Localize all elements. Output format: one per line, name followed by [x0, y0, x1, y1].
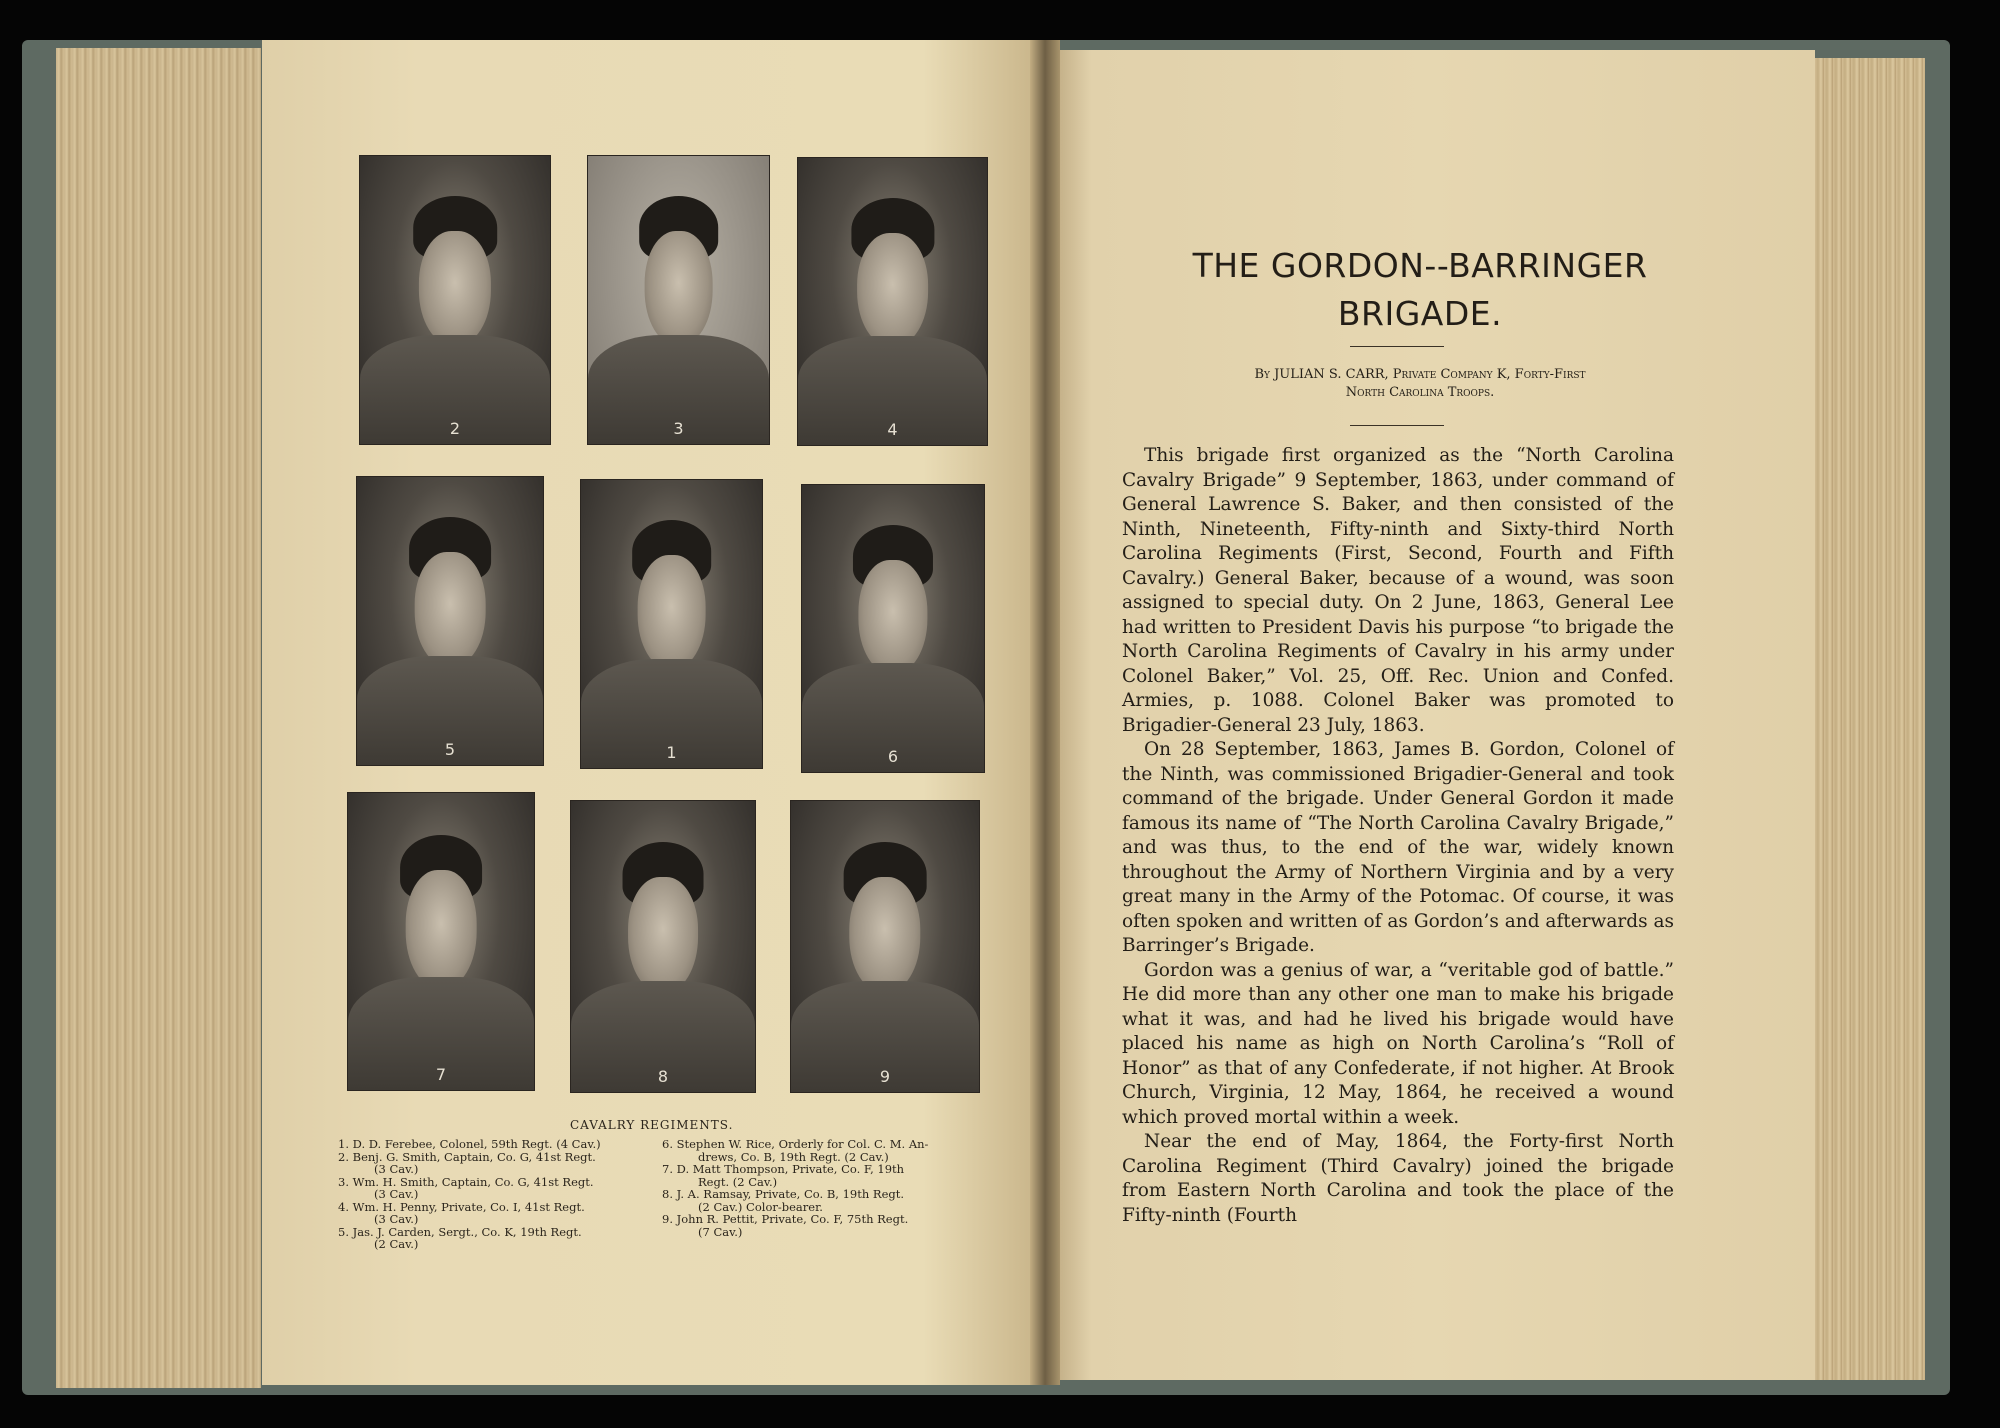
portrait-number: 1	[666, 743, 677, 762]
caption-line: 5. Jas. J. Carden, Sergt., Co. K, 19th Regt.	[338, 1224, 582, 1239]
portrait-face	[637, 555, 706, 670]
caption-line: drews, Co. B, 19th Regt. (2 Cav.)	[698, 1149, 889, 1164]
portrait-9	[790, 800, 980, 1093]
portrait-7	[347, 792, 535, 1091]
left-page-edges	[56, 48, 261, 1388]
caption-line: (7 Cav.)	[698, 1224, 743, 1239]
byline	[1100, 366, 1740, 402]
caption-line: (3 Cav.)	[374, 1187, 419, 1201]
chapter-title-line-2: BRIGADE.	[1337, 294, 1503, 333]
portrait-1	[580, 479, 763, 769]
portrait-number: 4	[887, 420, 898, 439]
caption-line: 9. John R. Pettit, Private, Co. F, 75th Regt.	[662, 1212, 909, 1226]
portrait-number: 7	[435, 1065, 447, 1084]
caption-line: 2. Benj. G. Smith, Captain, Co. G, 41st Regt.	[338, 1149, 596, 1164]
portrait-number: 3	[673, 419, 684, 438]
portrait-5	[356, 476, 544, 766]
captions-left-column	[338, 1138, 638, 1251]
caption-line: 3. Wm. H. Smith, Captain, Co. G, 41st Regt.	[338, 1174, 594, 1189]
caption-line: 6. Stephen W. Rice, Orderly for Col. C. M. An-	[662, 1137, 929, 1151]
portrait-8	[570, 800, 756, 1093]
article-body	[1122, 444, 1674, 1228]
portrait-number: 6	[887, 747, 899, 766]
portrait-2	[359, 155, 551, 445]
portrait-face	[644, 231, 713, 346]
portrait-face	[419, 231, 491, 346]
portrait-number: 8	[657, 1067, 669, 1086]
chapter-title-line-1: THE GORDON--BARRINGER	[1192, 246, 1648, 285]
caption-line: (3 Cav.)	[374, 1212, 419, 1226]
portrait-face	[858, 560, 927, 675]
title-rule	[1350, 346, 1444, 347]
portrait-number: 2	[449, 419, 461, 438]
portrait-face	[406, 870, 477, 989]
paragraph: This brigade first organized as the “North Carolina Cavalry Brigade” 9 September, 1863, under command of General Lawrence S. Baker, and then consisted of the Ninth, Nineteenth, Fifty-ninth and Sixty-third North Carolina Regiments (First, Second, Fourth and Fifth Cavalry.) General Baker, because of a wound, was soon assigned to special duty. On 2 June, 1863, General Lee had written to President Davis his purpose “to brigade the North Carolina Regiments of Cavalry in his army under Colonel Baker,” Vol. 25, Off. Rec. Union and Confed. Armies, p. 1088. Colonel Baker was promoted to Brigadier-General 23 July, 1863.	[1122, 445, 1674, 736]
book-gutter	[1030, 40, 1060, 1385]
caption-line: 8. J. A. Ramsay, Private, Co. B, 19th Regt.	[662, 1187, 905, 1201]
paragraph: Gordon was a genius of war, a “veritable god of battle.” He did more than any other one man to make his brigade what it was, and had he lived his brigade would have placed his name as high on North Carolina’s “Roll of Honor” as that of any Confederate, if not higher. At Brook Church, Virginia, 12 May, 1864, he received a wound which proved mortal within a week.	[1122, 959, 1674, 1128]
byline-line-2: North Carolina Troops.	[1345, 385, 1495, 400]
captions-right-column	[662, 1138, 962, 1238]
caption-line: (2 Cav.) Color-bearer.	[698, 1199, 823, 1214]
caption-line: 4. Wm. H. Penny, Private, Co. I, 41st Regt.	[338, 1199, 585, 1214]
chapter-title	[1110, 242, 1730, 338]
portrait-number: 5	[444, 740, 456, 759]
portrait-4	[797, 157, 988, 446]
paragraph: Near the end of May, 1864, the Forty-first North Carolina Regiment (Third Cavalry) joined the brigade from Eastern North Carolina and took the place of the Fifty-ninth (Fourth	[1122, 1131, 1674, 1226]
portrait-3	[587, 155, 770, 445]
portrait-6	[801, 484, 985, 773]
caption-line: Regt. (2 Cav.)	[698, 1174, 778, 1189]
byline-line-1: By JULIAN S. CARR, Private Company K, Forty-First	[1254, 367, 1586, 382]
caption-line: 1. D. D. Ferebee, Colonel, 59th Regt. (4 Cav.)	[338, 1137, 601, 1151]
caption-line: (3 Cav.)	[374, 1162, 419, 1176]
portrait-face	[628, 877, 698, 993]
paragraph: On 28 September, 1863, James B. Gordon, Colonel of the Ninth, was commissioned Brigadier-General and took command of the brigade. Under General Gordon it made famous its name of “The North Carolina Cavalry Brigade,” and was thus, to the end of the war, widely known throughout the Army of Northern Virginia and by a very great many in the Army of the Potomac. Of course, it was often spoken and written of as Gordon’s and afterwards as Barringer’s Brigade.	[1122, 739, 1674, 956]
caption-line: (2 Cav.)	[374, 1237, 419, 1251]
portrait-face	[415, 552, 486, 667]
portrait-number: 9	[879, 1067, 891, 1086]
portrait-face	[857, 233, 929, 348]
portrait-face	[849, 877, 920, 993]
caption-line: 7. D. Matt Thompson, Private, Co. F, 19th	[662, 1162, 905, 1176]
byline-rule	[1350, 425, 1444, 426]
right-page-edges	[1815, 58, 1925, 1380]
captions-title: CAVALRY REGIMENTS.	[570, 1118, 734, 1132]
